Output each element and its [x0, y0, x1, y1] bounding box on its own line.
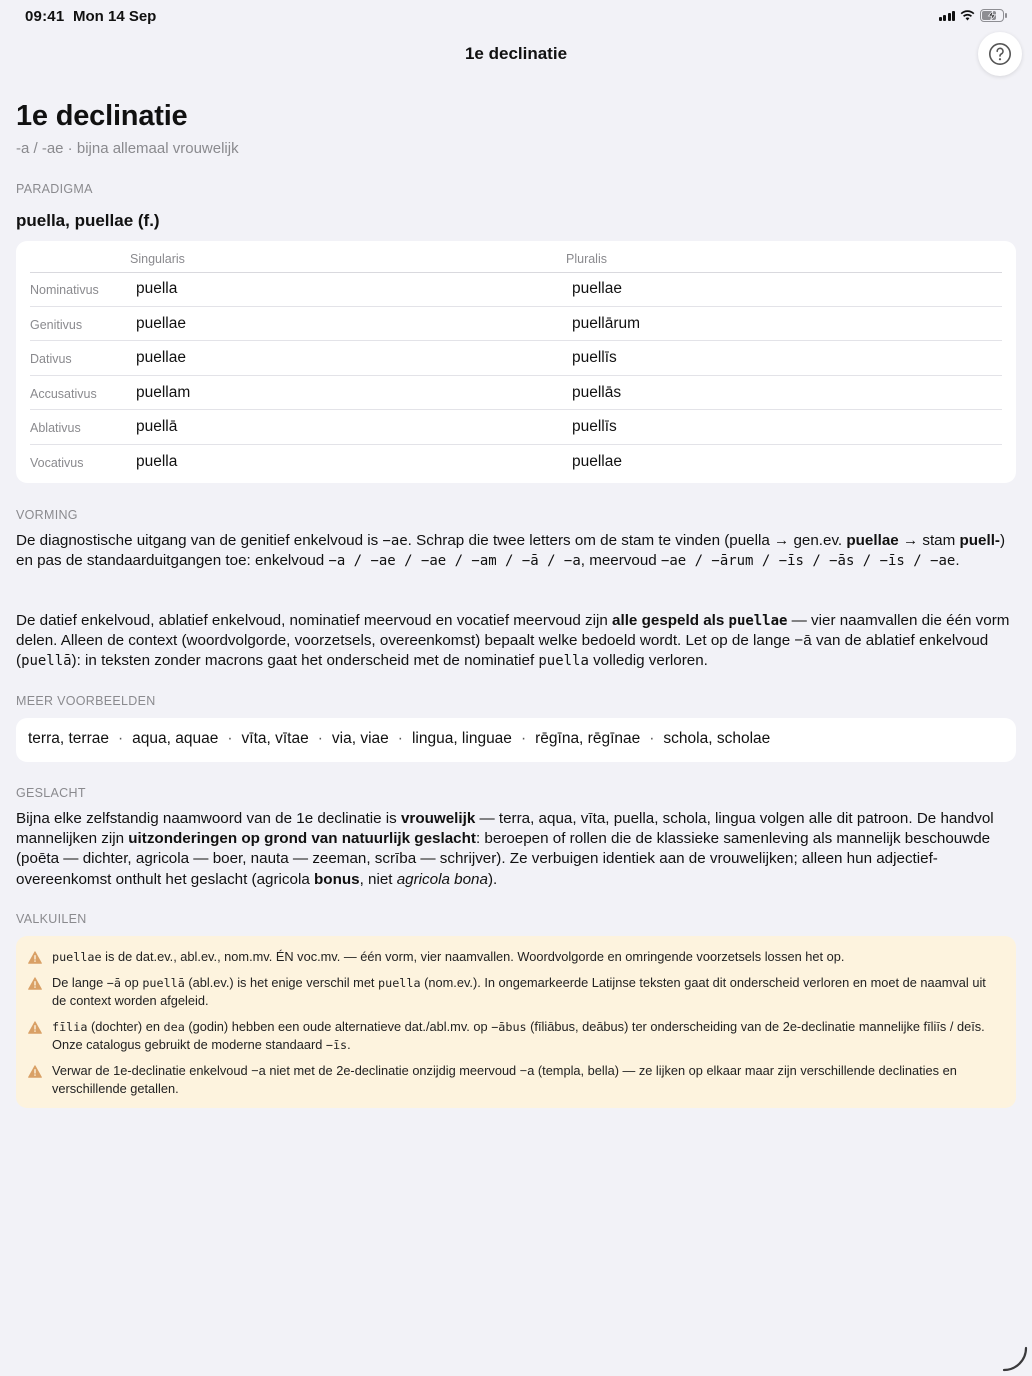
- warning-triangle-icon: [28, 1065, 42, 1078]
- plural-form: puellīs: [572, 418, 617, 435]
- plural-form: puellīs: [572, 349, 617, 366]
- status-bar: [0, 0, 1032, 32]
- plural-form: puellae: [572, 280, 622, 297]
- nav-title: 1e declinatie: [464, 44, 568, 63]
- table-row: [30, 376, 1002, 411]
- case-label: Accusativus: [30, 386, 97, 401]
- table-row: [30, 341, 1002, 376]
- section-label-paradigma: PARADIGMA: [16, 182, 93, 196]
- separator-dot: ·: [317, 730, 323, 747]
- wifi-icon: [960, 10, 975, 21]
- vorming-paragraph-2: De datief enkelvoud, ablatief enkelvoud, nominatief meervoud en vocatief meervoud zijn alle gespeld als puellae — vier naamvallen die één vorm delen. Alleen de context (woordvolgorde, voorzetsels, overeenkomst) bepaalt welke bedoeld wordt. Let op de lange −ā van de ablatief enkelvoud (puellā): in teksten zonder macrons gaat het onderscheid met de nominatief puella volledig verloren.: [16, 612, 1010, 670]
- section-label-meer-voorbeelden: MEER VOORBEELDEN: [16, 694, 156, 708]
- warning-triangle-icon: [28, 1021, 42, 1034]
- pitfall-item: [28, 948, 1000, 966]
- pitfall-item: [28, 974, 1000, 1010]
- scroll-corner-indicator: [1002, 1346, 1028, 1372]
- pitfall-text: fīlia (dochter) en dea (godin) hebben een oude alternatieve dat./abl.mv. op −ābus (fīliābus, deābus) ter onderscheiding van de 2e-declinatie mannelijke fīliīs / deīs. Onze catalogus gebruikt de moderne standaard −īs.: [52, 1019, 985, 1052]
- case-label: Genitivus: [30, 317, 83, 332]
- warning-triangle-icon: [28, 951, 42, 964]
- geslacht-paragraph: Bijna elke zelfstandig naamwoord van de 1e declinatie is vrouwelijk — terra, aqua, vīta, puella, schola, lingua volgen alle dit patroon. De handvol mannelijken zijn uitzonderingen op grond van natuurlijk geslacht: beroepen of rollen die de klassieke samenleving als mannelijk beschouwde (poēta — dichter, agricola — boer, nauta — zeeman, scrība — schrijver). Ze verbuigen identiek aan de vrouwelijken; alleen hun adjectief-overeenkomst onthult het geslacht (agricola bonus, niet agricola bona).: [16, 810, 994, 888]
- pitfall-item: [28, 1018, 1000, 1054]
- cellular-signal-icon: [939, 10, 956, 21]
- separator-dot: ·: [520, 730, 527, 747]
- example-word: lingua, linguae: [411, 730, 512, 747]
- vorming-paragraph-1: De diagnostische uitgang van de genitief enkelvoud is −ae. Schrap die twee letters om de stam te vinden (puella → gen.ev. puellae → stam puell-) en pas de standaarduitgangen toe: enkelvoud −a / −ae / −ae / −am / −ā / −a, meervoud −ae / −ārum / −īs / −ās / −īs / −ae.: [16, 532, 1006, 570]
- status-date: Mon 14 Sep: [73, 8, 157, 25]
- pitfall-text: Verwar de 1e-declinatie enkelvoud −a niet met de 2e-declinatie onzijdig meervoud −a (templa, bella) — ze lijken op elkaar maar zijn verschillende declinaties en verschillende getallen.: [52, 1063, 957, 1096]
- example-word: rēgīna, rēgīnae: [535, 730, 641, 747]
- example-word: via, viae: [331, 730, 389, 747]
- table-row: [30, 307, 1002, 342]
- pitfalls-card: [16, 936, 1016, 1108]
- column-header-singularis: Singularis: [130, 252, 185, 266]
- help-button[interactable]: [978, 32, 1022, 76]
- table-row: [30, 410, 1002, 445]
- singular-form: puella: [136, 452, 178, 470]
- separator-dot: ·: [649, 730, 655, 747]
- pitfall-item: [28, 1062, 1000, 1098]
- page-title: 1e declinatie: [16, 100, 188, 132]
- question-circle-icon: [988, 42, 1012, 66]
- singular-form: puella: [136, 280, 178, 297]
- section-label-geslacht: GESLACHT: [16, 786, 86, 800]
- singular-form: puellae: [136, 349, 186, 366]
- pitfall-text: puellae is de dat.ev., abl.ev., nom.mv. ÉN voc.mv. — één vorm, vier naamvallen. Woordvolgorde en omringende voorzetsels lossen het op.: [52, 949, 845, 964]
- plural-form: puellae: [572, 452, 622, 470]
- separator-dot: ·: [117, 730, 124, 747]
- table-row: [30, 272, 1002, 307]
- plural-form: puellārum: [572, 314, 641, 332]
- singular-form: puellam: [136, 383, 191, 401]
- battery-charging-icon: [980, 9, 1008, 22]
- case-label: Dativus: [30, 352, 72, 366]
- table-row: [30, 445, 1002, 480]
- example-word: vīta, vītae: [241, 730, 309, 747]
- warning-triangle-icon: [28, 977, 42, 990]
- examples-card: [16, 718, 1016, 762]
- example-word: schola, scholae: [663, 730, 771, 747]
- section-label-valkuilen: VALKUILEN: [16, 912, 87, 926]
- paradigm-table: [16, 241, 1016, 483]
- page-subtitle: -a / -ae · bijna allemaal vrouwelijk: [16, 140, 239, 157]
- section-label-vorming: VORMING: [16, 508, 78, 522]
- plural-form: puellās: [572, 383, 622, 401]
- example-word: aqua, aquae: [132, 730, 219, 747]
- case-label: Vocativus: [30, 455, 84, 470]
- singular-form: puellae: [136, 314, 186, 332]
- separator-dot: ·: [227, 730, 233, 747]
- case-label: Nominativus: [30, 283, 99, 297]
- case-label: Ablativus: [30, 421, 81, 435]
- status-time: 09:41: [25, 8, 65, 25]
- status-icons: [939, 9, 1009, 22]
- paradigm-word: puella, puellae (f.): [16, 211, 160, 230]
- column-header-pluralis: Pluralis: [566, 252, 607, 266]
- pitfall-text: De lange −ā op puellā (abl.ev.) is het enige verschil met puella (nom.ev.). In ongemarkeerde Latijnse teksten gaat dit onderscheid verloren en moet de naamval uit de context worden afgeleid.: [52, 975, 986, 1008]
- example-word: terra, terrae: [28, 730, 109, 747]
- singular-form: puellā: [136, 418, 178, 435]
- separator-dot: ·: [397, 730, 403, 747]
